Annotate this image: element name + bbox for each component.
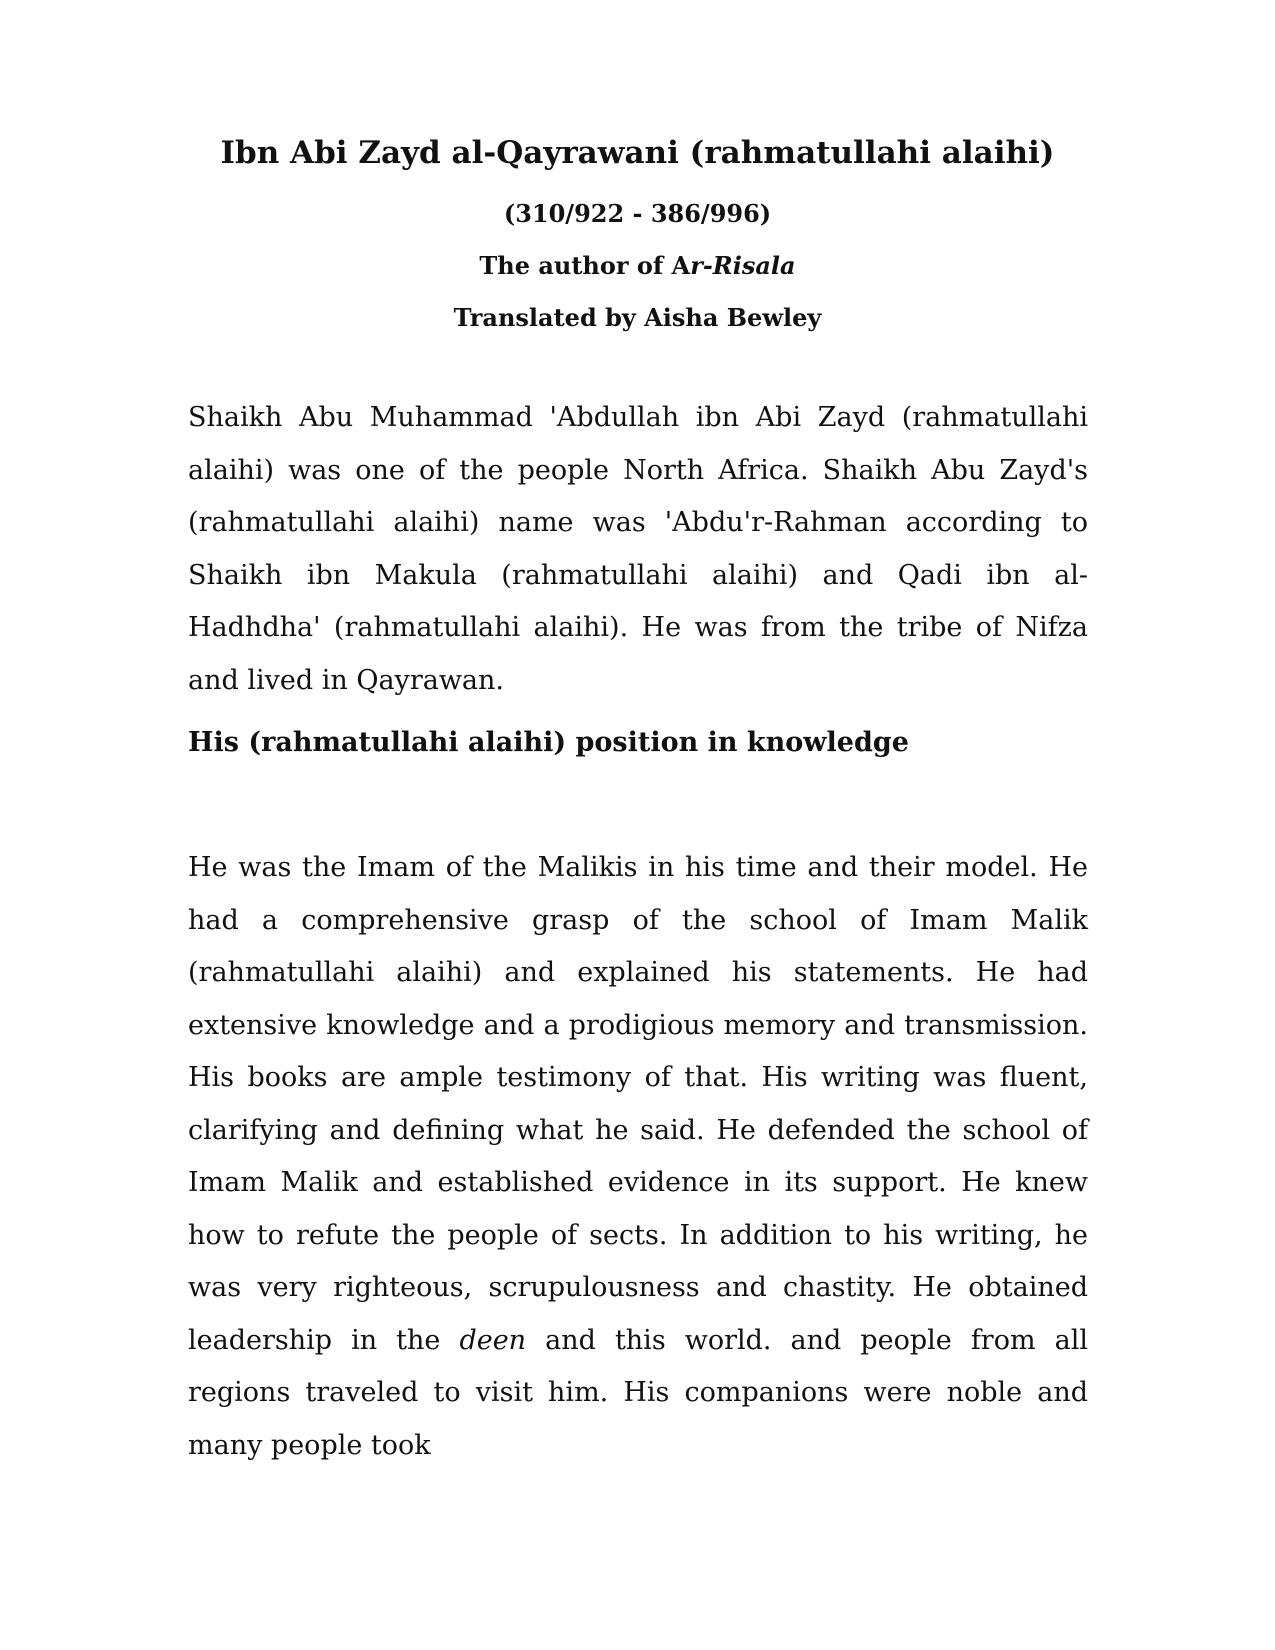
- date-range: (310/922 - 386/996): [503, 199, 772, 228]
- work-title: r-Risala: [690, 251, 796, 280]
- author-line: [0, 251, 1275, 306]
- section-text-part2: and this world. and people from all regions traveled to visit him. His companions were noble and many people took: [188, 1324, 1088, 1461]
- author-line-prefix: The author of A: [479, 251, 691, 280]
- section-text-part1: He was the Imam of the Malikis in his time and their model. He had a comprehensive grasp of the school of Imam Malik (rahmatullahi alaihi) and explained his statements. He had extensive knowledge and a prodigious memory and transmission. His books are ample testimony of that. His writing was fluent, clarifying and defining what he said. He defended the school of Imam Malik and established evidence in its support. He knew how to refute the people of sects. In addition to his writing, he was very righteous, scrupulousness and chastity. He obtained leadership in the: [188, 852, 1088, 1356]
- section-heading: His (rahmatullahi alaihi) position in knowledge: [188, 727, 909, 758]
- section-paragraph: [188, 842, 1088, 1472]
- intro-paragraph: Shaikh Abu Muhammad 'Abdullah ibn Abi Zayd (rahmatullahi alaihi) was one of the people North Africa. Shaikh Abu Zayd's (rahmatullahi alaihi) name was 'Abdu'r-Rahman according to Shaikh ibn Makula (rahmatullahi alaihi) and Qadi ibn al-Hadhdha' (rahmatullahi alaihi). He was from the tribe of Nifza and lived in Qayrawan.: [188, 402, 1088, 696]
- translator-line: Translated by Aisha Bewley: [453, 303, 822, 332]
- section-text-italic: deen: [459, 1324, 527, 1356]
- document-title: Ibn Abi Zayd al-Qayrawani (rahmatullahi alaihi): [220, 135, 1055, 171]
- title-block: [0, 135, 1275, 358]
